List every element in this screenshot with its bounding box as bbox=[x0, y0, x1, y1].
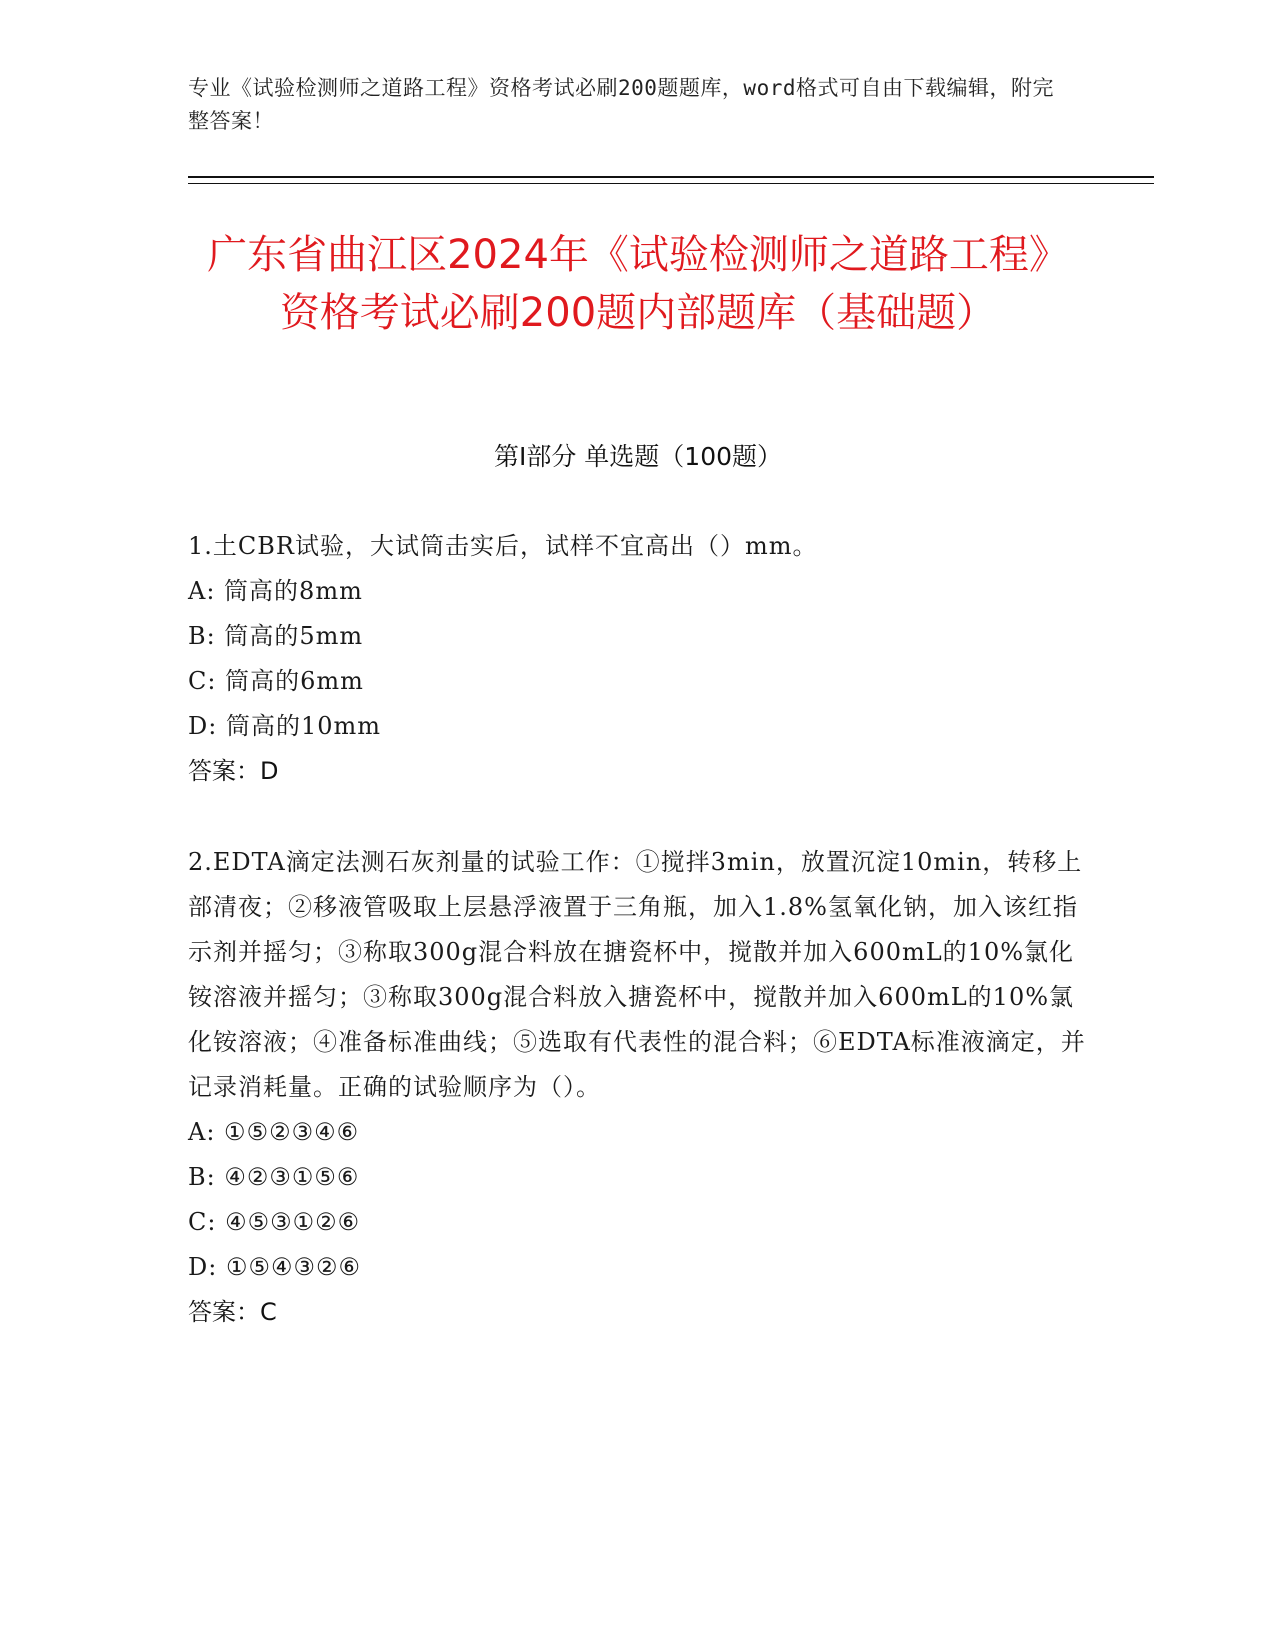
question-1 bbox=[188, 524, 1088, 794]
answer-label: 答案：C bbox=[188, 1298, 277, 1326]
section-heading: 第I部分 单选题（100题） bbox=[493, 442, 783, 471]
question-stem: 2.EDTA滴定法测石灰剂量的试验工作：①搅拌3min，放置沉淀10min，转移上部清夜；②移液管吸取上层悬浮液置于三角瓶，加入1.8%氢氧化钠，加入该红指示剂并摇匀；③称取300g混合料放在搪瓷杯中，搅散并加入600mL的10%氯化铵溶液并摇匀；③称取300g混合料放入搪瓷杯中，搅散并加入600mL的10%氯化铵溶液；④准备标准曲线；⑤选取有代表性的混合料；⑥EDTA标准液滴定，并记录消耗量。正确的试验顺序为（）。 bbox=[188, 848, 1086, 1101]
option-d: D: ①⑤④③②⑥ bbox=[188, 1253, 362, 1281]
option-b: B: 筒高的5mm bbox=[188, 622, 364, 650]
option-c: C: ④⑤③①②⑥ bbox=[188, 1208, 361, 1236]
document-title: 广东省曲江区2024年《试验检测师之道路工程》资格考试必刷200题内部题库（基础题） bbox=[207, 232, 1069, 336]
option-a: A: ①⑤②③④⑥ bbox=[188, 1118, 360, 1146]
question-stem: 1.土CBR试验，大试筒击实后，试样不宜高出（）mm。 bbox=[188, 532, 818, 560]
option-d: D: 筒高的10mm bbox=[188, 712, 382, 740]
option-b: B: ④②③①⑤⑥ bbox=[188, 1163, 360, 1191]
option-c: C: 筒高的6mm bbox=[188, 667, 364, 695]
header-divider-thick bbox=[188, 176, 1154, 178]
header-note: 专业《试验检测师之道路工程》资格考试必刷200题题库，word格式可自由下载编辑，附完整答案！ bbox=[188, 76, 1054, 133]
header-divider-thin bbox=[188, 183, 1154, 184]
question-2 bbox=[188, 840, 1088, 1335]
answer-label: 答案：D bbox=[188, 757, 279, 785]
option-a: A: 筒高的8mm bbox=[188, 577, 363, 605]
